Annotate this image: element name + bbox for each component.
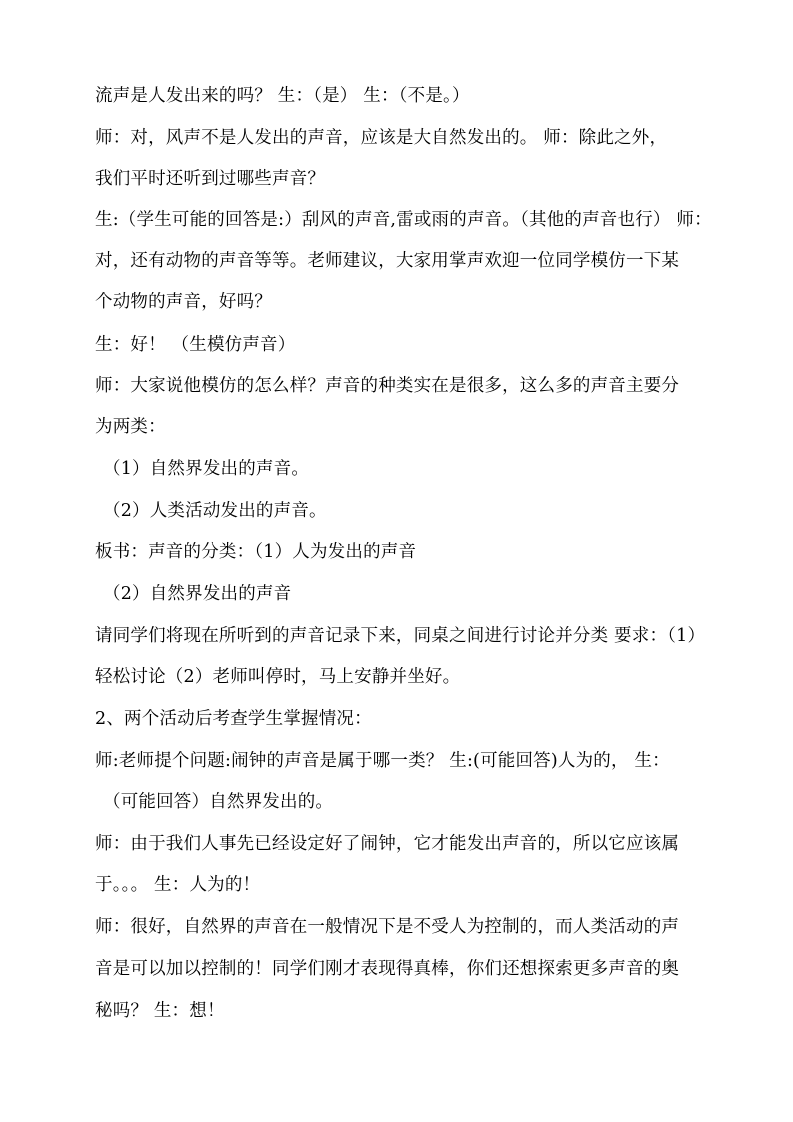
text-line: 师：很好，自然界的声音在一般情况下是不受人为控制的，而人类活动的声	[95, 917, 680, 937]
text-line: 师：由于我们人事先已经设定好了闹钟，它才能发出声音的，所以它应该属	[95, 834, 680, 854]
text-line: 为两类：	[95, 417, 166, 437]
list-item: （2）人类活动发出的声音。	[103, 501, 327, 521]
text-line: 生：好！ （生模仿声音）	[95, 335, 296, 355]
text-line: 轻松讨论（2）老师叫停时，马上安静并坐好。	[95, 667, 461, 687]
text-line: 生:（学生可能的回答是:）刮风的声音,雷或雨的声音。（其他的声音也行） 师：	[95, 210, 712, 230]
text-line: 于。。。 生：人为的！	[95, 875, 261, 895]
text-line: 音是可以加以控制的！同学们刚才表现得真棒，你们还想探索更多声音的奥	[95, 959, 680, 979]
text-line: （可能回答）自然界发出的。	[103, 792, 334, 812]
text-line: 师：大家说他模仿的怎么样？声音的种类实在是很多，这么多的声音主要分	[95, 376, 680, 396]
text-line: 个动物的声音，好吗？	[95, 292, 272, 312]
text-line: 我们平时还听到过哪些声音？	[95, 169, 326, 189]
text-line: 秘吗？ 生：想！	[95, 1001, 225, 1021]
text-line: 师:老师提个问题:闹钟的声音是属于哪一类？ 生:(可能回答)人为的， 生：	[95, 751, 670, 771]
list-item: （2）自然界发出的声音	[103, 584, 292, 604]
text-line: 请同学们将现在所听到的声音记录下来，同桌之间进行讨论并分类 要求：（1）	[95, 626, 706, 646]
list-item: （1）自然界发出的声音。	[103, 459, 310, 479]
text-line: 板书：声音的分类：（1）人为发出的声音	[95, 542, 417, 562]
text-line: 对，还有动物的声音等等。老师建议，大家用掌声欢迎一位同学模仿一下某	[95, 251, 680, 271]
section-heading: 2、两个活动后考查学生掌握情况：	[95, 709, 372, 729]
text-line: 师：对，风声不是人发出的声音，应该是大自然发出的。 师：除此之外，	[95, 128, 668, 148]
text-line: 流声是人发出来的吗？ 生：（是） 生：（不是。）	[95, 86, 470, 106]
